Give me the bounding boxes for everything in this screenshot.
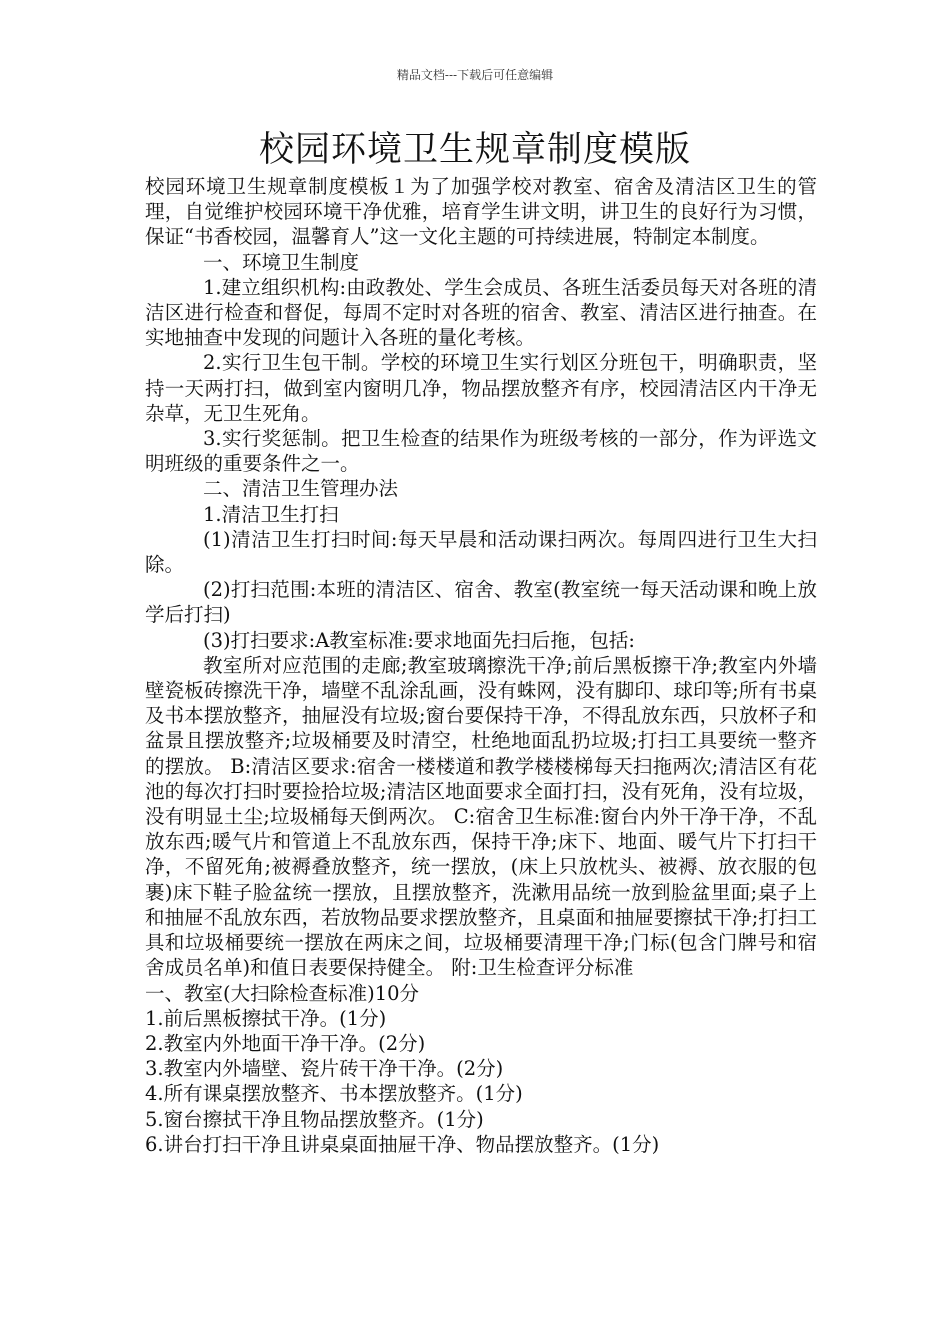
document-title: 校园环境卫生规章制度模版 [258,130,691,170]
paragraph: (3)打扫要求:A教室标准:要求地面先扫后拖，包括: [203,628,635,652]
list-item: 6.讲台打扫干净且讲桌桌面抽屉干净、物品摆放整齐。(1分) [145,1132,660,1156]
paragraph: 2.实行卫生包干制。学校的环境卫生实行划区分班包干，明确职责，坚持一天两打扫，做到室内窗明几净，物品摆放整齐有序，校园清洁区内干净无杂草，无卫生死角。 [145,351,817,425]
paragraph: 1.清洁卫生打扫 [203,502,339,526]
paragraph: 教室所对应范围的走廊;教室玻璃擦洗干净;前后黑板擦干净;教室内外墙壁瓷板砖擦洗干净，墙壁不乱涂乱画，没有蛛网，没有脚印、球印等;所有书桌及书本摆放整齐，抽屉没有垃圾;窗台要保持干净，不得乱放东西，只放杯子和盆景且摆放整齐;垃圾桶要及时清空，杜绝地面乱扔垃圾;打扫工具要统一整齐的摆放。 B:清洁区要求:宿舍一楼楼道和教学楼楼梯每天扫拖两次;清洁区有花池的每次打扫时要捡拾垃圾;清洁区地面要求全面打扫，没有死角，没有垃圾，没有明显土尘;垃圾桶每天倒两次。 C:宿舍卫生标准:窗台内外干净干净，不乱放东西;暖气片和管道上不乱放东西，保持干净;床下、地面、暖气片下打扫干净，不留死角;被褥叠放整齐，统一摆放，(床上只放枕头、被褥、放衣服的包裹)床下鞋子脸盆统一摆放，且摆放整齐，洗漱用品统一放到脸盆里面;桌子上和抽屉不乱放东西，若放物品要求摆放整齐，且桌面和抽屉要擦拭干净;打扫工具和垃圾桶要统一摆放在两床之间，垃圾桶要清理干净;门标(包含门牌号和宿舍成员名单)和值日表要保持健全。 附:卫生检查评分标准 [145,653,817,980]
page-header: 精品文档---下载后可任意编辑 [396,68,554,82]
list-item: 4.所有课桌摆放整齐、书本摆放整齐。(1分) [145,1082,523,1106]
document-body [145,174,817,1157]
list-item: 1.前后黑板擦拭干净。(1分) [145,1006,387,1030]
list-item: 一、教室(大扫除检查标准)10分 [145,981,420,1005]
paragraph: (2)打扫范围:本班的清洁区、宿舍、教室(教室统一每天活动课和晚上放学后打扫) [145,578,817,627]
paragraph: 二、清洁卫生管理办法 [203,477,399,501]
paragraph: (1)清洁卫生打扫时间:每天早晨和活动课扫两次。每周四进行卫生大扫除。 [145,527,817,577]
list-item: 5.窗台擦拭干净且物品摆放整齐。(1分) [145,1107,484,1131]
list-item: 3.教室内外墙壁、瓷片砖干净干净。(2分) [145,1057,504,1081]
list-item: 2.教室内外地面干净干净。(2分) [145,1031,426,1055]
paragraph: 一、环境卫生制度 [203,250,360,274]
paragraph: 3.实行奖惩制。把卫生检查的结果作为班级考核的一部分，作为评选文明班级的重要条件之一。 [145,427,817,476]
paragraph: 1.建立组织机构:由政教处、学生会成员、各班生活委员每天对各班的清洁区进行检查和督促，每周不定时对各班的宿舍、教室、清洁区进行抽查。在实地抽查中发现的问题计入各班的量化考核。 [145,275,817,350]
paragraph: 校园环境卫生规章制度模板１为了加强学校对教室、宿舍及清洁区卫生的管理，自觉维护校园环境干净优雅，培育学生讲文明，讲卫生的良好行为习惯，保证“书香校园，温馨育人”这一文化主题的可持续进展，特制定本制度。 [145,175,817,249]
